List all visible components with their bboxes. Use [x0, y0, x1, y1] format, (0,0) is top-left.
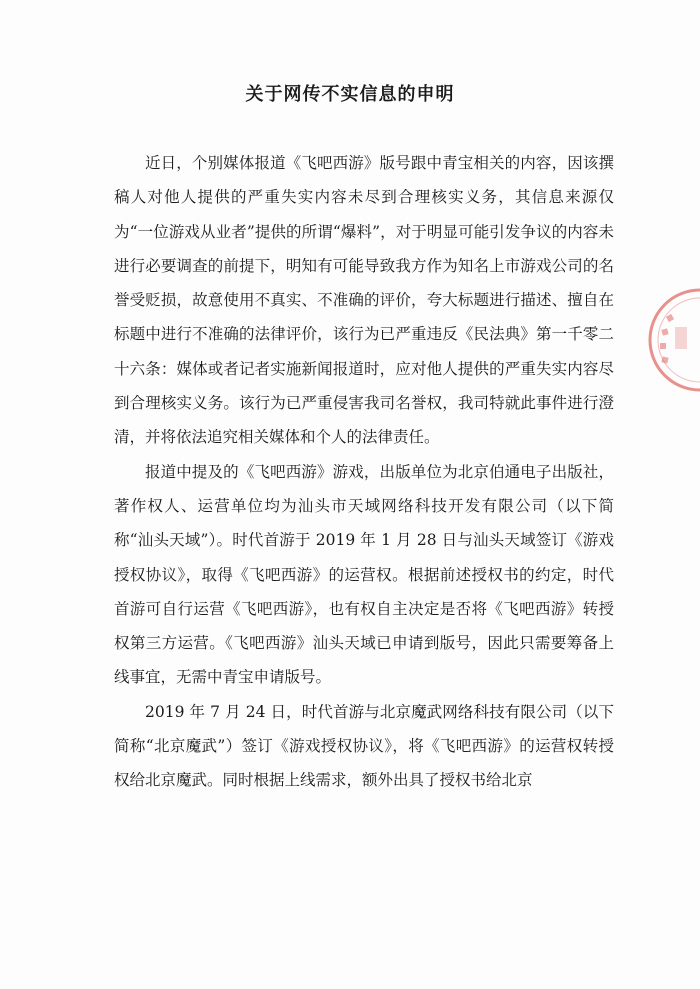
paragraph-2: 报道中提及的《飞吧西游》游戏，出版单位为北京伯通电子出版社，著作权人、运营单位均为汕头市天域网络科技开发有限公司（以下简称“汕头天域”）。时代首游于 2019 年 1 月 28 日与汕头天域签订《游戏授权协议》，取得《飞吧西游》的运营权。根据前述授权书的约定，时代首游可自行运营《飞吧西游》，也有权自主决定是否将《飞吧西游》转授权第三方运营。《飞吧西游》汕头天域已申请到版号，因此只需要筹备上线事宜，无需中青宝申请版号。 — [114, 462, 614, 687]
document-title: 关于网传不实信息的申明 — [245, 84, 455, 105]
paragraph-1: 近日，个别媒体报道《飞吧西游》版号跟中青宝相关的内容，因该撰稿人对他人提供的严重失实内容未尽到合理核实义务，其信息来源仅为“一位游戏从业者”提供的所谓“爆料”，对于明显可能引发争议的内容未进行必要调查的前提下，明知有可能导致我方作为知名上市游戏公司的名誉受贬损，故意使用不真实、不准确的评价，夸大标题进行描述、擅自在标题中进行不准确的法律评价，该行为已严重违反《民法典》第一千零二十六条：媒体或者记者实施新闻报道时，应对他人提供的严重失实内容尽到合理核实义务。该行为已严重侵害我司名誉权，我司特就此事件进行澄清，并将依法追究相关媒体和个人的法律责任。 — [114, 154, 614, 447]
paragraph-3: 2019 年 7 月 24 日，时代首游与北京魔武网络科技有限公司（以下简称“北京魔武”）签订《游戏授权协议》，将《飞吧西游》的运营权转授权给北京魔武。同时根据上线需求，额外出具了授权书给北京 — [114, 702, 614, 790]
red-seal-stamp — [645, 285, 700, 395]
document-body — [114, 146, 614, 798]
